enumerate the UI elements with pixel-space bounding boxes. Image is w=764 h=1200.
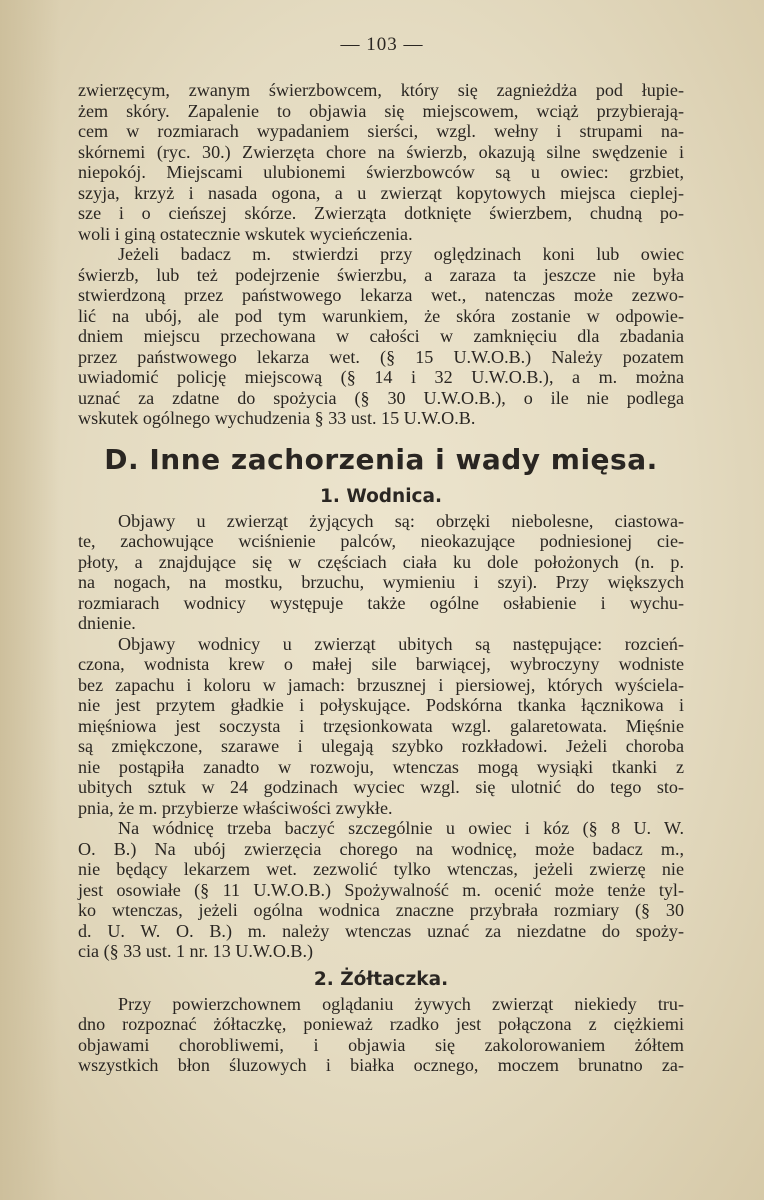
text-line: skórnemi (ryc. 30.) Zwierzęta chore na świerzb, okazują silne swędzenie i [78, 141, 684, 162]
text-line: objawami chorobliwemi, i objawia się zakolorowaniem żółtem [78, 1034, 684, 1055]
text-line: cia (§ 33 ust. 1 nr. 13 U.W.O.B.) [78, 941, 314, 961]
text-line: Objawy u zwierząt żyjących są: obrzęki niebolesne, ciastowa- [118, 510, 684, 531]
text-line: świerzb, lub też podejrzenie świerzbu, a zaraza ta jeszcze nie była [78, 264, 684, 285]
text-line: dnienie. [78, 613, 136, 633]
paragraph-swierzb-procedure [78, 244, 684, 429]
text-line: nie jest przytem gładkie i połyskujące. Podskórna tkanka łącznikowa i [78, 695, 684, 715]
subheading-wodnica: 1. Wodnica. [319, 485, 443, 507]
text-line: nie będący lekarzem wet. zezwolić tylko wtenczas, jeżeli zwierzę nie [78, 859, 684, 879]
text-line: Przy powierzchownem oglądaniu żywych zwierząt niekiedy tru- [118, 993, 684, 1014]
text-line: Na wódnicę trzeba baczyć szczególnie u owiec i kóz (§ 8 U. W. [118, 818, 684, 838]
text-line: jest osowiałe (§ 11 U.W.O.B.) Spożywalność m. ocenić może tenże tyl- [78, 879, 684, 900]
text-line: cem w rozmiarach wypadaniem sierści, wzgl. wełny i strupami na- [78, 121, 684, 141]
text-line: wszystkich błon śluzowych i białka ocznego, moczem brunatno za- [78, 1055, 684, 1075]
text-line: szyja, krzyż i nasada ogona, a u zwierząt kopytowych miejsca cieplej- [78, 182, 684, 203]
text-line: stwierdzoną przez państwowego lekarza wet., natenczas może zezwo- [78, 285, 684, 305]
text-line: bez zapachu i koloru w jamach: brzusznej i piersiowej, których wyściela- [78, 674, 684, 695]
text-line: czona, wodnista krew o małej sile barwiącej, wybroczyny wodniste [78, 654, 684, 674]
section-heading: D. Inne zachorzenia i wady mięsa. [104, 442, 658, 476]
text-line: Objawy wodnicy u zwierząt ubitych są następujące: rozcień- [118, 633, 684, 654]
text-line: uwiadomić policję miejscową (§ 14 i 32 U.W.O.B.), a m. można [78, 367, 684, 387]
paragraph-wodnica-regulations [78, 818, 684, 962]
page-body [78, 80, 684, 1076]
text-line: żem skóry. Zapalenie to objawia się miejscowem, wciąż przybierają- [78, 100, 684, 121]
text-line: przez państwowego lekarza wet. (§ 15 U.W.O.B.) Należy pozatem [78, 346, 684, 367]
text-line: zwierzęcym, zwanym świerzbowcem, który się zagnieżdża pod łupie- [78, 80, 684, 100]
text-line: O. B.) Na ubój zwierzęcia chorego na wodnicę, może badacz m., [78, 838, 684, 859]
text-line: pnia, że m. przybierze właściwości zwykłe. [78, 797, 393, 818]
text-line: Jeżeli badacz m. stwierdzi przy oględzinach koni lub owiec [118, 244, 684, 264]
text-line: dno rozpoznać żółtaczkę, ponieważ rzadko jest połączona z ciężkiemi [78, 1014, 684, 1034]
page-number: — 103 — [340, 34, 424, 55]
text-line: dniem miejscu przechowana w całości w zamknięciu dla zbadania [78, 326, 684, 346]
text-line: mięśniowa jest soczysta i trzęsionkowata wzgl. galaretowata. Mięśnie [78, 715, 684, 736]
paragraph-wodnica-living [78, 511, 684, 634]
paragraph-swierzb-description [78, 80, 684, 244]
paragraph-wodnica-slaughtered [78, 634, 684, 819]
text-line: sze i o cieńszej skórze. Zwierząta dotknięte świerzbem, chudną po- [78, 203, 684, 223]
text-line: na nogach, na mostku, brzuchu, wymieniu i szyi). Przy większych [78, 572, 684, 592]
subheading-zoltaczka: 2. Żółtaczka. [313, 968, 449, 990]
text-line: lić na ubój, ale pod tym warunkiem, że skóra zostanie w odpowie- [78, 305, 684, 326]
text-line: ko wtenczas, jeżeli ogólna wodnica znaczne przybrała rozmiary (§ 30 [78, 900, 684, 920]
text-line: uznać za zdatne do spożycia (§ 30 U.W.O.B.), o ile nie podlega [78, 387, 684, 408]
text-line: rozmiarach wodnicy występuje także ogólne osłabienie i wychu- [78, 592, 684, 613]
text-line: te, zachowujące wciśnienie palców, nieokazujące podniesionej cie- [78, 531, 684, 551]
text-line: niepokój. Miejscami ulubionemi świerzbowców są u owiec: grzbiet, [78, 162, 684, 182]
text-line: d. U. W. O. B.) m. należy wtenczas uznać za niezdatne do spoży- [78, 920, 684, 941]
text-line: wskutek ogólnego wychudzenia § 33 ust. 15 U.W.O.B. [78, 408, 476, 428]
paragraph-zoltaczka [78, 994, 684, 1076]
text-line: nie postąpiła zanadto w rozwoju, wtenczas mogą wysiąki tkanki z [78, 756, 684, 777]
text-line: są zmiękczone, szarawe i ulegają szybko rozkładowi. Jeżeli choroba [78, 736, 684, 756]
text-line: ubitych sztuk w 24 godzinach wyciec wzgl. się ulotnić do tego sto- [78, 777, 684, 797]
text-line: woli i giną ostatecznie wskutek wycieńczenia. [78, 223, 413, 244]
text-line: płoty, a znajdujące się w częściach ciała ku dole położonych (n. p. [78, 551, 684, 572]
